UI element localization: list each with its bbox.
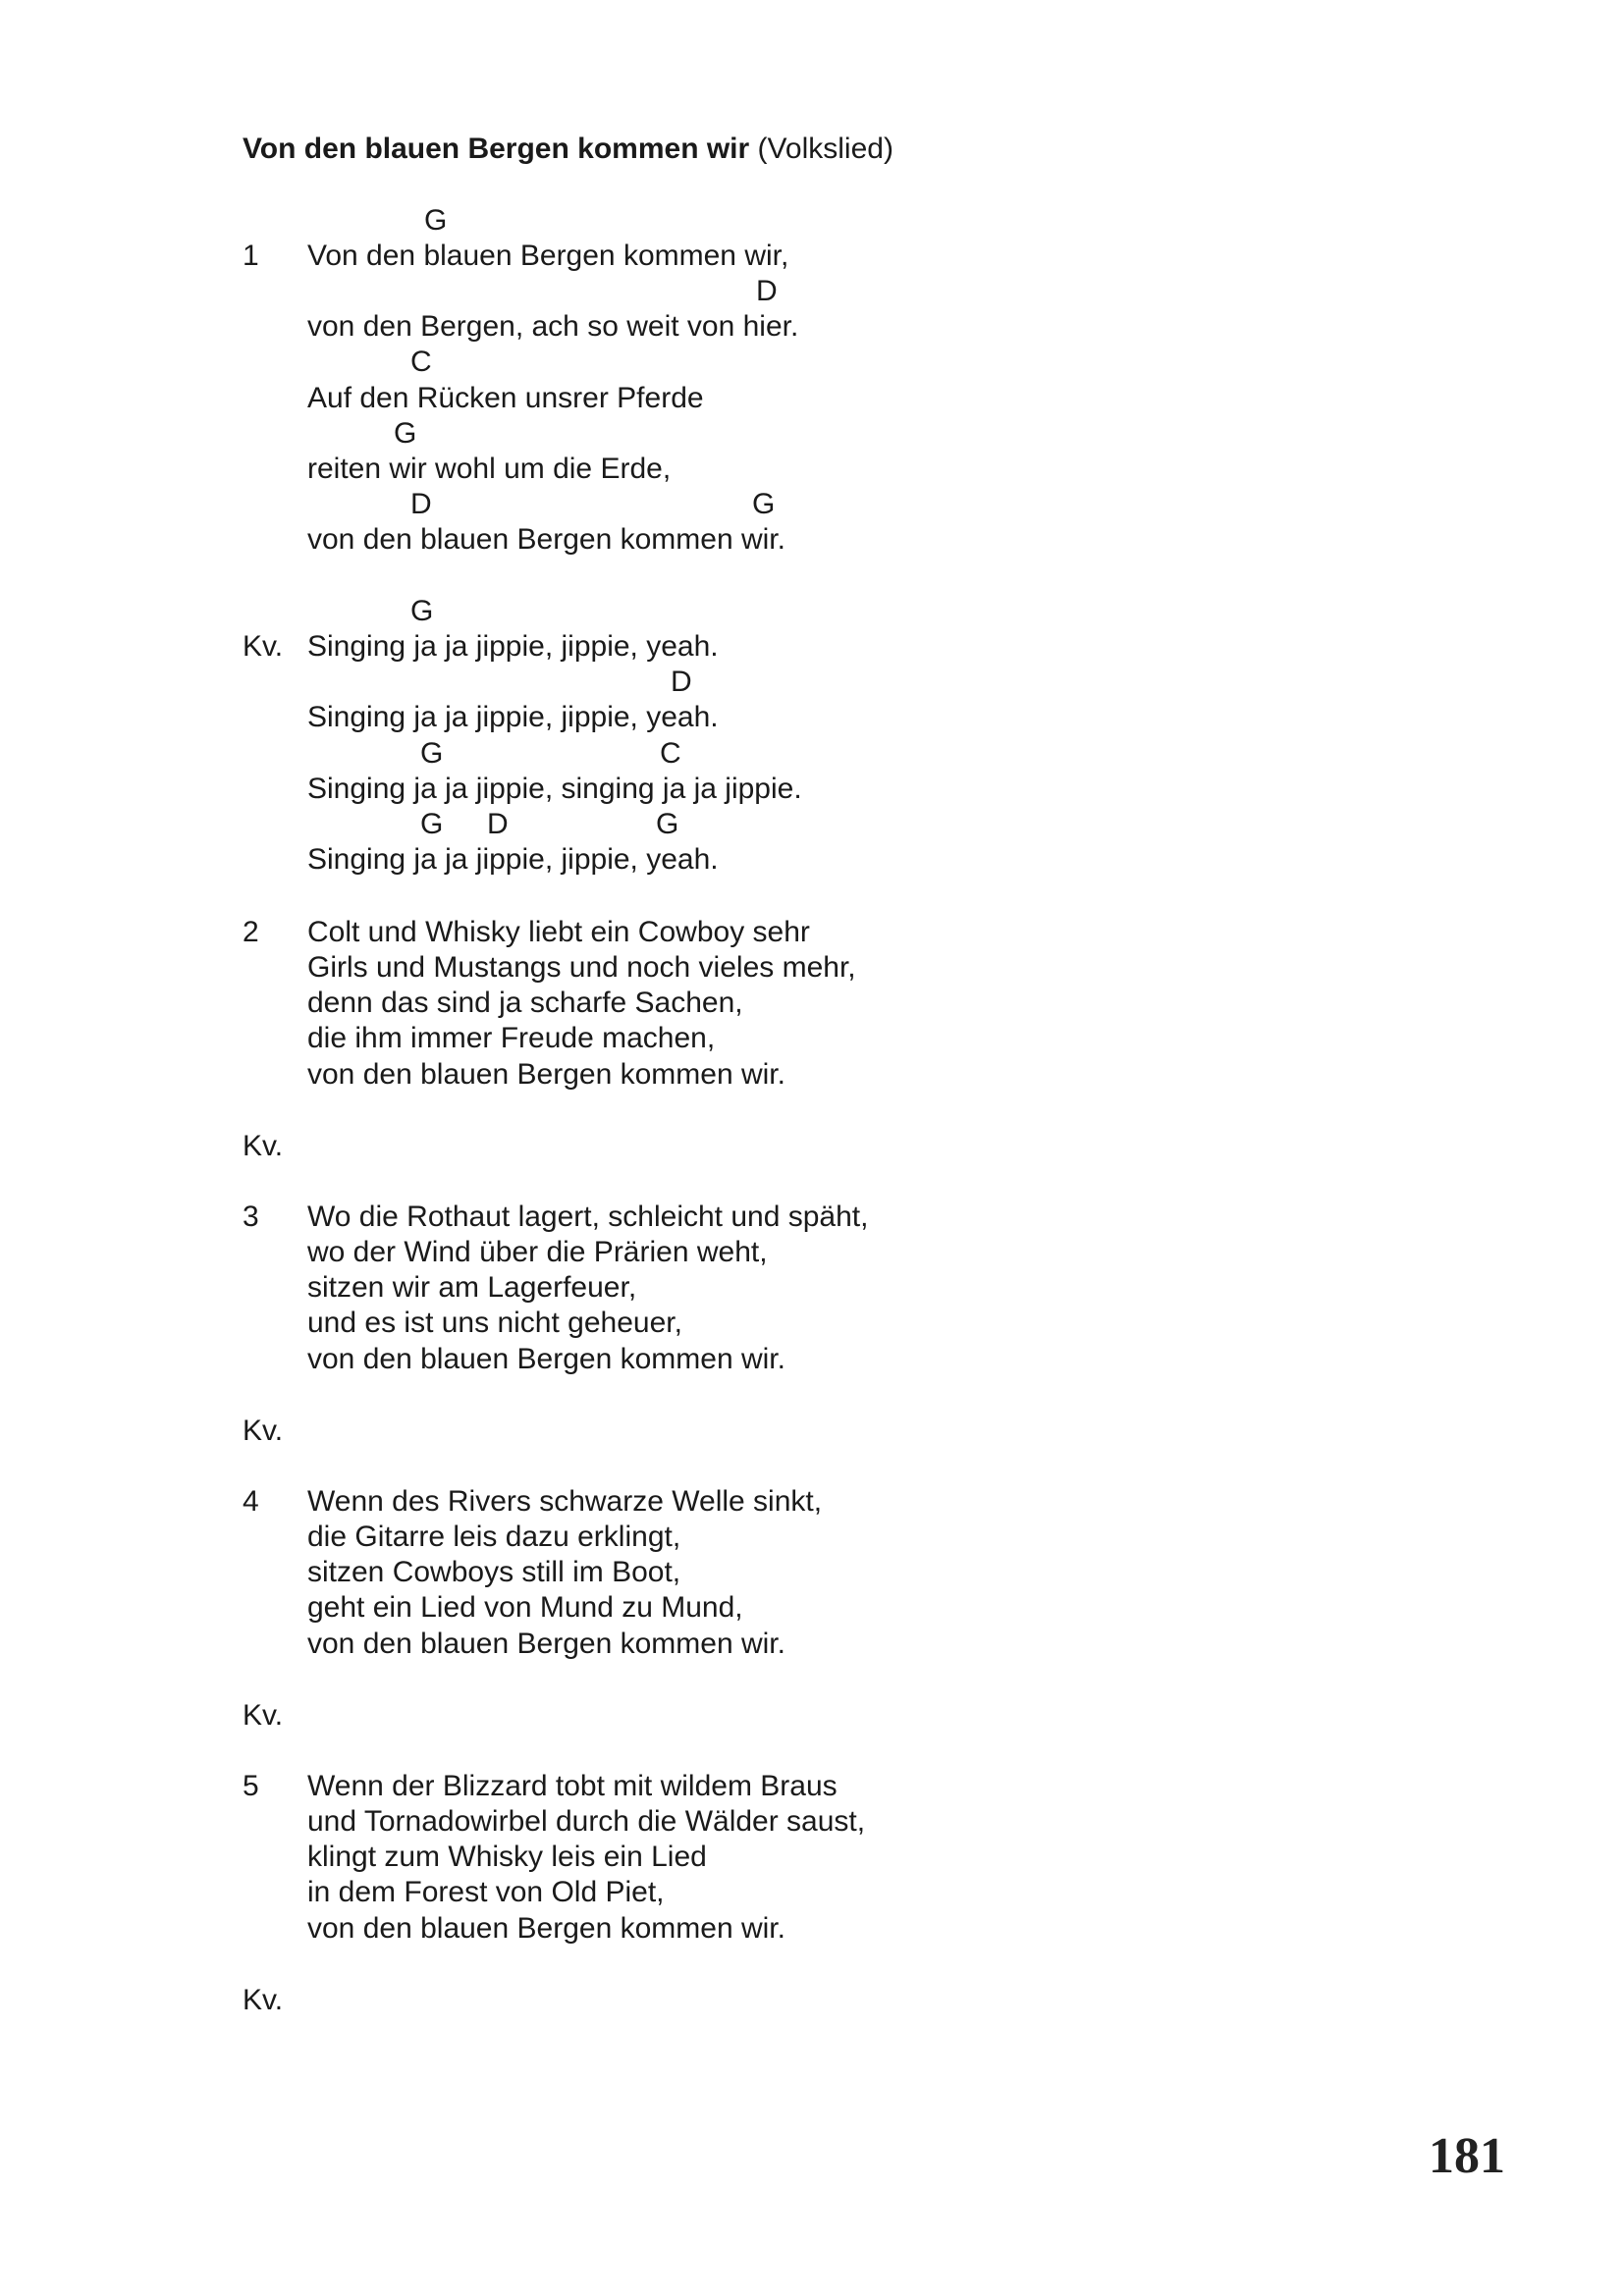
chord: D <box>671 666 692 698</box>
lyric-line: die ihm immer Freude machen, <box>307 1022 716 1054</box>
verse-number: 1 <box>243 240 259 272</box>
chord: D <box>487 808 509 840</box>
lyric-line: reiten wir wohl um die Erde, <box>307 453 672 485</box>
lyric-line: von den Bergen, ach so weit von hier. <box>307 310 799 343</box>
chord: C <box>410 346 432 378</box>
lyric-line: von den blauen Bergen kommen wir. <box>307 1628 785 1660</box>
lyric-line: wo der Wind über die Prärien weht, <box>307 1236 768 1268</box>
chord: G <box>420 808 444 840</box>
lyric-line: in dem Forest von Old Piet, <box>307 1876 665 1908</box>
song-title-main: Von den blauen Bergen kommen wir <box>243 133 750 165</box>
chord: G <box>656 808 679 840</box>
lyric-line: von den blauen Bergen kommen wir. <box>307 1343 785 1375</box>
lyric-line: Wenn des Rivers schwarze Welle sinkt, <box>307 1485 823 1518</box>
song-title <box>243 132 893 167</box>
verse-number: 3 <box>243 1201 259 1233</box>
lyric-line: Von den blauen Bergen kommen wir, <box>307 240 789 272</box>
verse-number: 5 <box>243 1770 259 1802</box>
lyric-line: Colt und Whisky liebt ein Cowboy sehr <box>307 916 810 948</box>
lyric-line: denn das sind ja scharfe Sachen, <box>307 987 743 1019</box>
lyric-line: sitzen Cowboys still im Boot, <box>307 1556 681 1588</box>
lyric-line: von den blauen Bergen kommen wir. <box>307 1058 785 1091</box>
chorus-reference: Kv. <box>243 1130 284 1162</box>
lyric-line: geht ein Lied von Mund zu Mund, <box>307 1591 743 1624</box>
lyric-line: von den blauen Bergen kommen wir. <box>307 523 785 556</box>
chorus-reference: Kv. <box>243 1984 284 2016</box>
chord: G <box>752 488 776 520</box>
lyric-line: Wenn der Blizzard tobt mit wildem Braus <box>307 1770 838 1802</box>
page-number: 181 <box>1429 2128 1505 2184</box>
lyric-line: Wo die Rothaut lagert, schleicht und späht, <box>307 1201 869 1233</box>
lyric-line: Singing ja ja jippie, jippie, yeah. <box>307 630 719 663</box>
lyric-line: Singing ja ja jippie, singing ja ja jippie. <box>307 773 802 805</box>
lyric-line: Girls und Mustangs und noch vieles mehr, <box>307 951 856 984</box>
verse-number: 2 <box>243 916 259 948</box>
lyric-line: klingt zum Whisky leis ein Lied <box>307 1841 707 1873</box>
song-title-note: (Volkslied) <box>757 133 893 165</box>
chorus-reference: Kv. <box>243 1699 284 1732</box>
lyric-line: von den blauen Bergen kommen wir. <box>307 1912 785 1945</box>
lyric-line: Auf den Rücken unsrer Pferde <box>307 382 704 414</box>
chord: G <box>410 595 434 627</box>
lyric-line: und es ist uns nicht geheuer, <box>307 1307 682 1339</box>
lyric-line: Singing ja ja jippie, jippie, yeah. <box>307 701 719 733</box>
chord: D <box>410 488 432 520</box>
chorus-label: Kv. <box>243 630 284 663</box>
lyric-line: sitzen wir am Lagerfeuer, <box>307 1271 637 1304</box>
chord: C <box>660 737 681 770</box>
chord: G <box>424 204 448 237</box>
lyric-line: und Tornadowirbel durch die Wälder saust, <box>307 1805 866 1838</box>
chorus-reference: Kv. <box>243 1415 284 1447</box>
chord: G <box>420 737 444 770</box>
chord: D <box>756 275 778 307</box>
lyric-line: die Gitarre leis dazu erklingt, <box>307 1521 681 1553</box>
verse-number: 4 <box>243 1485 259 1518</box>
lyric-line: Singing ja ja jippie, jippie, yeah. <box>307 843 719 876</box>
chord: G <box>394 417 417 450</box>
